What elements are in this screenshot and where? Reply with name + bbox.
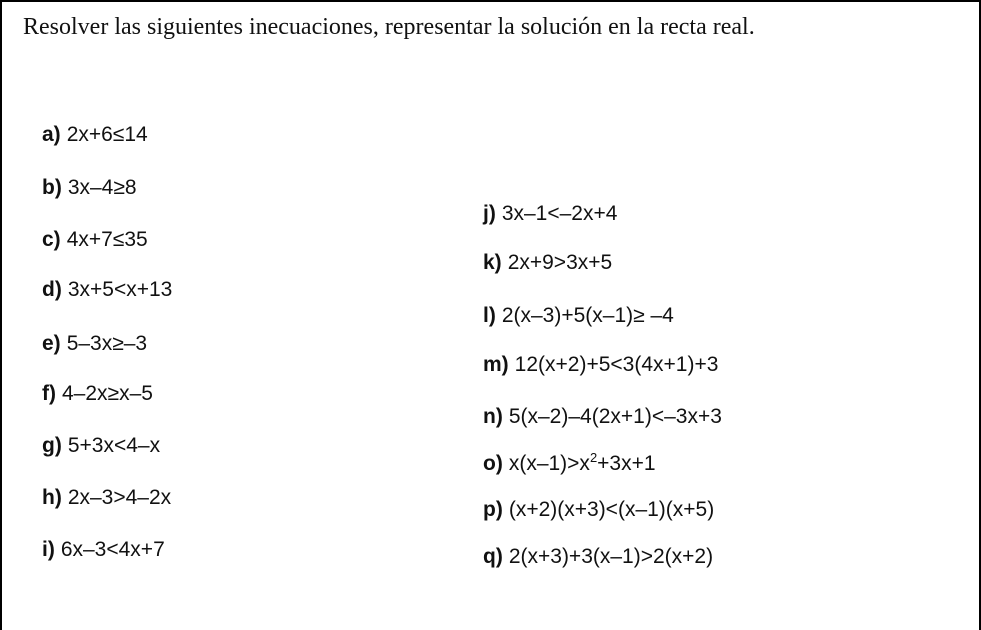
instruction-text: Resolver las siguientes inecuaciones, representar la solución en la recta real. [23,14,755,40]
exercise-h [42,486,171,510]
exercise-a [42,123,148,147]
exercise-letter: j) [483,202,496,225]
expression-part: +3x+1 [597,452,656,475]
exercise-letter: h) [42,486,62,509]
exercise-e [42,332,147,356]
exercise-letter: f) [42,382,56,405]
exercise-expression: 6x–3<4x+7 [60,538,165,561]
exercise-n [483,405,722,429]
exercise-letter: c) [42,228,61,251]
exercise-expression: 3x+5<x+13 [67,278,173,301]
exercise-expression: (x+2)(x+3)<(x–1)(x+5) [508,498,715,521]
exponent: 2 [589,450,598,465]
exercise-letter: k) [483,251,502,274]
exercise-letter: d) [42,278,62,301]
exercise-expression: 12(x+2)+5<3(4x+1)+3 [514,353,719,376]
exercise-expression: 4x+7≤35 [66,228,148,251]
exercise-expression: 5(x–2)–4(2x+1)<–3x+3 [508,405,722,428]
exercise-i [42,538,165,562]
exercise-j [483,202,617,226]
exercise-o [483,452,656,476]
exercise-l [483,304,674,328]
exercise-b [42,176,137,200]
exercise-letter: a) [42,123,61,146]
exercise-expression: 2(x–3)+5(x–1)≥ –4 [501,304,674,327]
exercise-d [42,278,172,302]
exercise-expression [509,452,656,475]
exercise-expression: 4–2x≥x–5 [62,382,153,405]
exercise-expression: 5+3x<4–x [67,434,161,457]
exercise-c [42,228,148,252]
exercise-p [483,498,714,522]
exercise-expression: 2x+9>3x+5 [507,251,613,274]
expression-part: x(x–1)>x [508,452,590,475]
exercise-m [483,353,718,377]
exercise-f [42,382,153,406]
exercise-letter: i) [42,538,55,561]
exercise-q [483,545,713,569]
exercise-letter: l) [483,304,496,327]
exercise-g [42,434,160,458]
exercise-k [483,251,612,275]
exercise-expression: 2x–3>4–2x [67,486,172,509]
exercise-expression: 5–3x≥–3 [66,332,148,355]
exercise-letter: p) [483,498,503,521]
exercise-letter: b) [42,176,62,199]
exercise-expression: 2(x+3)+3(x–1)>2(x+2) [508,545,714,568]
exercise-letter: g) [42,434,62,457]
exercise-expression: 3x–1<–2x+4 [501,202,618,225]
exercise-letter: e) [42,332,61,355]
exercise-letter: m) [483,353,509,376]
exercise-letter: n) [483,405,503,428]
exercise-letter: o) [483,452,503,475]
exercise-letter: q) [483,545,503,568]
exercise-expression: 3x–4≥8 [67,176,137,199]
exercise-expression: 2x+6≤14 [66,123,148,146]
